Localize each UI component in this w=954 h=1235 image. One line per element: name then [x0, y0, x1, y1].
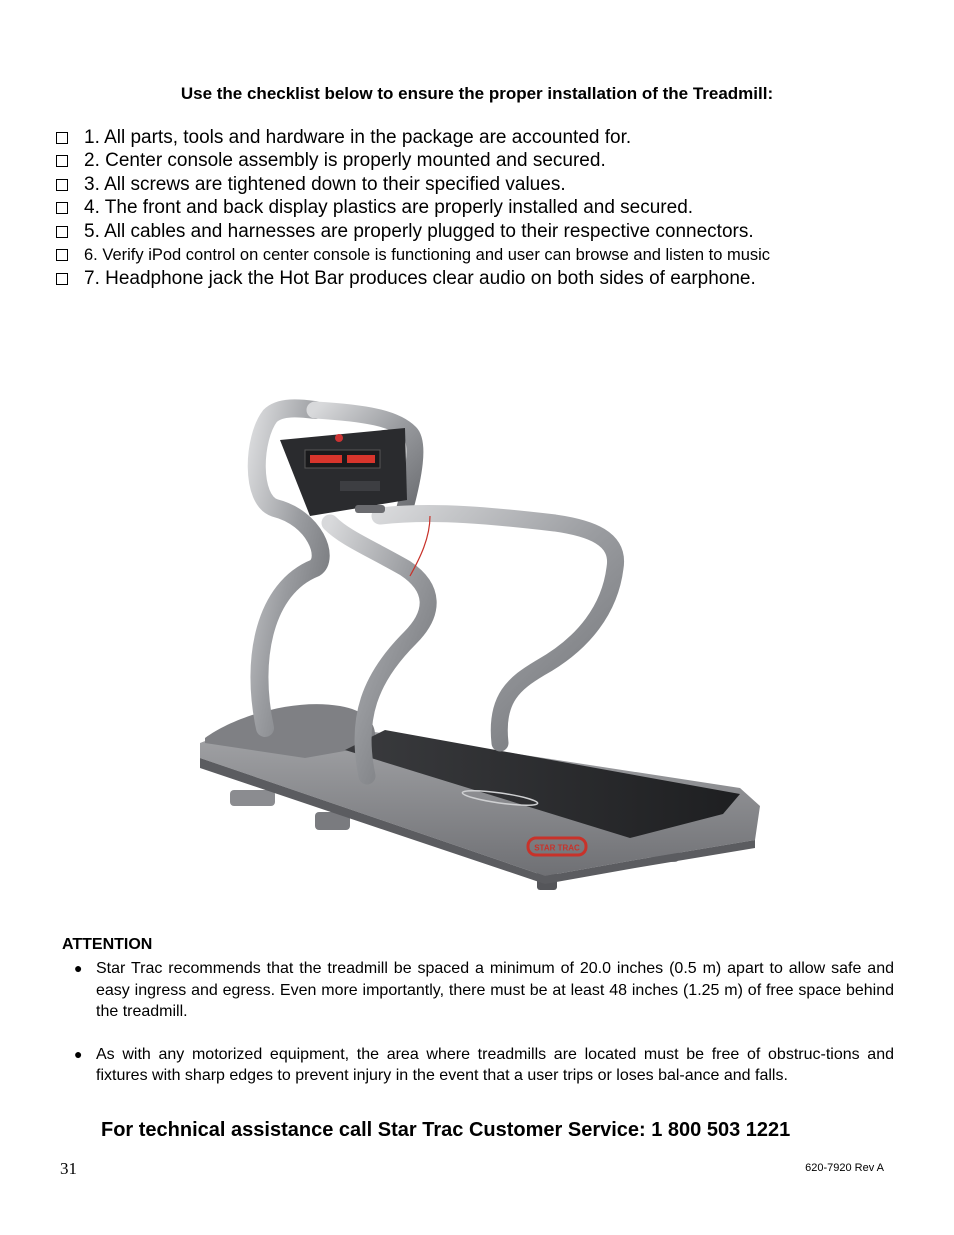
document-number: 620-7920 Rev A — [805, 1162, 884, 1174]
attention-title: ATTENTION — [62, 936, 153, 953]
checklist-item — [56, 244, 770, 268]
checklist-item-text: 5. All cables and harnesses are properly plugged to their respective connectors. — [84, 220, 754, 242]
checkbox-icon[interactable] — [56, 202, 68, 214]
checkbox-icon[interactable] — [56, 226, 68, 238]
treadmill-photo — [195, 398, 770, 908]
page-number: 31 — [60, 1159, 77, 1178]
bullet-icon: ● — [74, 960, 83, 976]
attention-list — [74, 958, 894, 1087]
checkbox-icon[interactable] — [56, 249, 68, 261]
installation-checklist — [56, 126, 770, 291]
console-keypad — [340, 481, 380, 491]
list-item — [74, 1044, 894, 1087]
checkbox-icon[interactable] — [56, 179, 68, 191]
console-light — [335, 434, 343, 442]
checklist-item — [56, 220, 770, 244]
console-panel — [280, 428, 407, 516]
checklist-item — [56, 126, 770, 150]
checkbox-icon[interactable] — [56, 155, 68, 167]
checklist-item-text: 4. The front and back display plastics are properly installed and secured. — [84, 197, 694, 219]
checklist-item-text: 2. Center console assembly is properly mounted and secured. — [84, 150, 606, 172]
customer-service-line: For technical assistance call Star Trac Customer Service: 1 800 503 1221 — [101, 1119, 791, 1141]
console-readout — [347, 455, 375, 463]
checkbox-icon[interactable] — [56, 273, 68, 285]
checklist-item-text: 6. Verify iPod control on center console is functioning and user can browse and listen to music — [84, 245, 771, 264]
console-readout — [310, 455, 342, 463]
checklist-item-text: 7. Headphone jack the Hot Bar produces clear audio on both sides of earphone. — [84, 267, 756, 289]
checklist-item — [56, 150, 770, 174]
checkbox-icon[interactable] — [56, 132, 68, 144]
checklist-item — [56, 267, 770, 291]
bullet-text: As with any motorized equipment, the area where treadmills are located must be free of obstruc-tions and fixtures with sharp edges to prevent injury in the event that a user trips or loses bal-ance and falls. — [96, 1045, 894, 1084]
star-trac-logo-text: STAR TRAC — [534, 843, 580, 853]
checklist-heading: Use the checklist below to ensure the proper installation of the Treadmill: — [180, 84, 774, 103]
checklist-item-text: 3. All screws are tightened down to their specified values. — [84, 173, 566, 195]
bullet-text: Star Trac recommends that the treadmill be spaced a minimum of 20.0 inches (0.5 m) apart to allow safe and easy ingress and egress. Even more importantly, there must be at least 48 inches (1.25 m) of free space behind the treadmill. — [96, 960, 894, 1020]
list-item — [74, 958, 894, 1023]
checklist-item — [56, 173, 770, 197]
console-button — [355, 505, 385, 513]
foot — [230, 790, 275, 806]
checklist-item — [56, 197, 770, 221]
checklist-item-text: 1. All parts, tools and hardware in the package are accounted for. — [84, 126, 632, 148]
bullet-icon: ● — [74, 1045, 83, 1062]
